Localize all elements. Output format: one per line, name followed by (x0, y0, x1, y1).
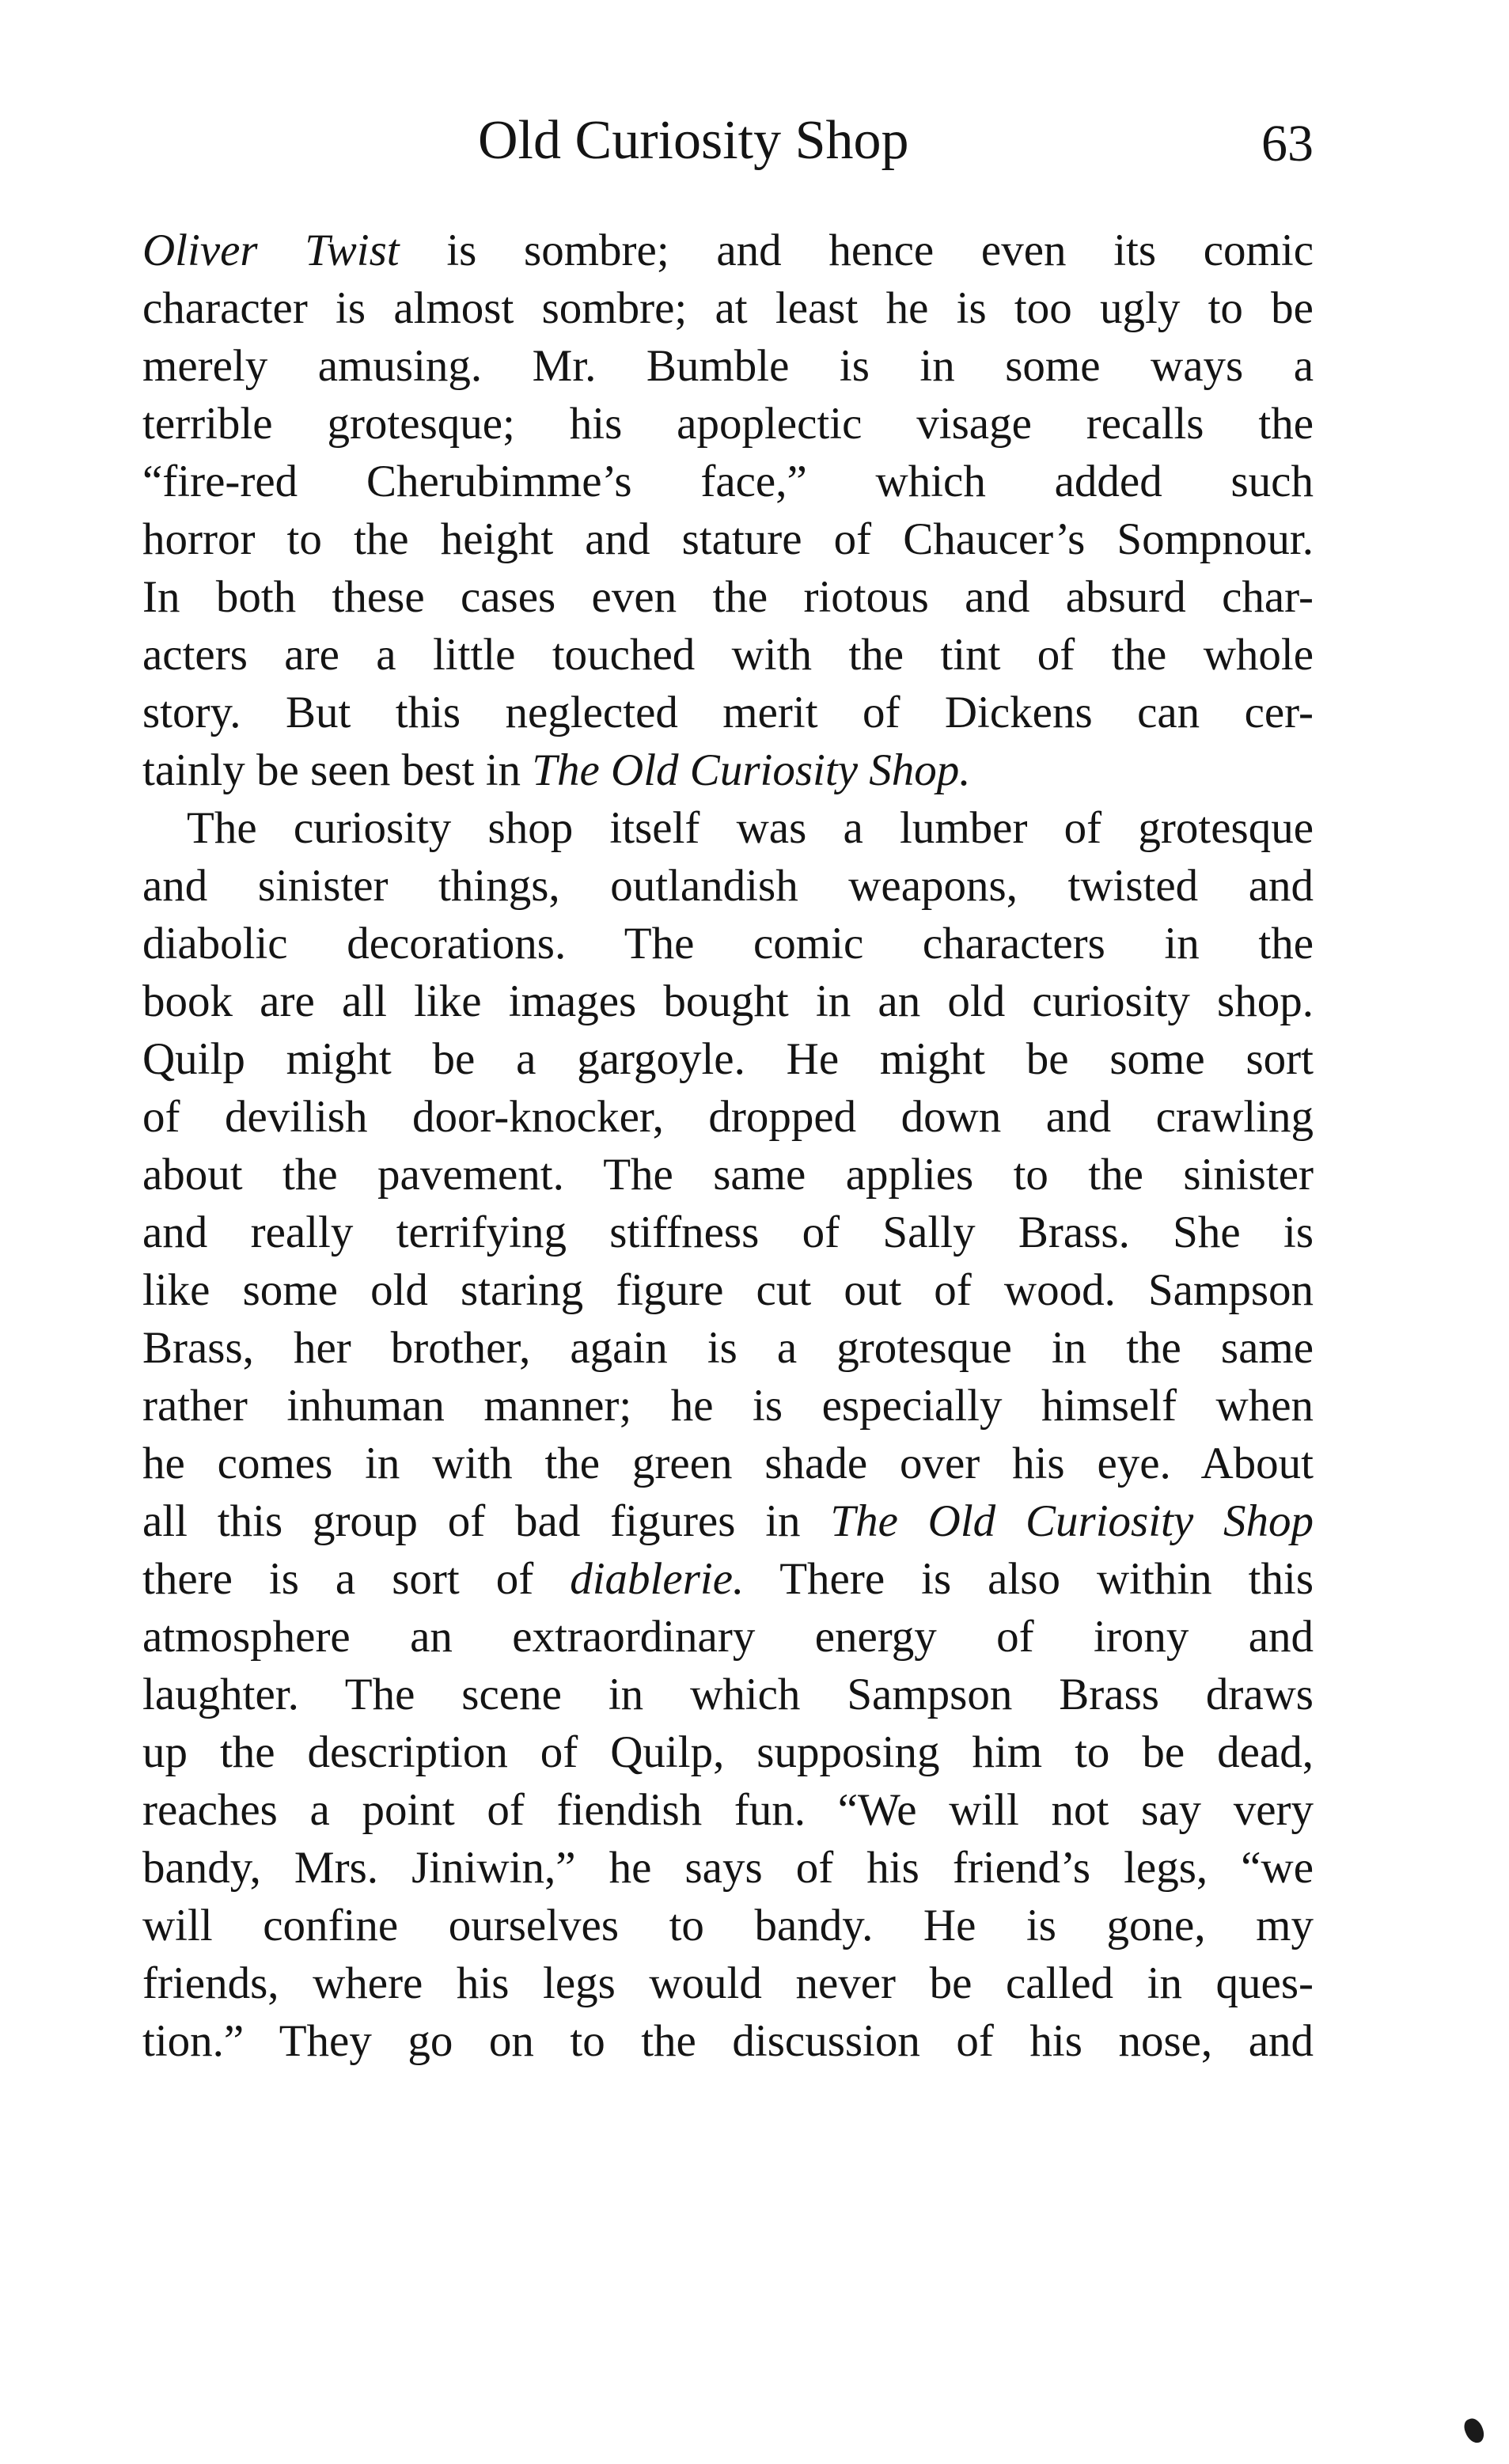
text-line (142, 1377, 1314, 1435)
text-run: character is almost sombre; at least he is too ugly to be (142, 283, 1314, 333)
text-run: The curiosity shop itself was a lumber of grotesque (187, 803, 1314, 853)
text-run: about the pavement. The same applies to the sinister (142, 1150, 1314, 1200)
text-run: There is also within this (744, 1554, 1314, 1604)
text-run: and really terrifying stiffness of Sally Brass. She is (142, 1207, 1314, 1257)
text-run: up the description of Quilp, supposing him to be dead, (142, 1727, 1314, 1777)
text-run: Brass, her brother, again is a grotesque in the same (142, 1323, 1314, 1373)
text-run: laughter. The scene in which Sampson Brass draws (142, 1670, 1314, 1719)
text-line (142, 1550, 1314, 1608)
text-run: like some old staring figure cut out of wood. Sampson (142, 1265, 1314, 1315)
running-title: Old Curiosity Shop (478, 110, 909, 171)
text-line (142, 626, 1314, 684)
text-line (142, 915, 1314, 972)
text-line (142, 2012, 1314, 2070)
text-run: he comes in with the green shade over his eye. About (142, 1439, 1314, 1488)
text-line (142, 1839, 1314, 1897)
ink-speck (1462, 2416, 1487, 2446)
italic-text: diablerie. (570, 1554, 745, 1604)
body-text (142, 222, 1314, 2070)
text-run: friends, where his legs would never be called in ques- (142, 1958, 1314, 2008)
text-line (142, 1492, 1314, 1550)
text-run: merely amusing. Mr. Bumble is in some ways a (142, 341, 1314, 391)
text-line (142, 741, 1314, 799)
text-run: of devilish door-knocker, dropped down and crawling (142, 1092, 1314, 1142)
text-run: tion.” They go on to the discussion of his nose, and (142, 2016, 1314, 2066)
page-number: 63 (1261, 115, 1314, 172)
text-line (142, 1030, 1314, 1088)
italic-text: The Old Curiosity Shop (830, 1496, 1314, 1546)
text-line (142, 1146, 1314, 1204)
text-run: atmosphere an extraordinary energy of irony and (142, 1612, 1314, 1662)
text-line (142, 1088, 1314, 1146)
text-line (142, 1666, 1314, 1723)
text-run: bandy, Mrs. Jiniwin,” he says of his friend’s legs, “we (142, 1843, 1314, 1893)
text-run: “fire-red Cherubimme’s face,” which added such (142, 457, 1314, 506)
text-run: all this group of bad figures in (142, 1496, 831, 1546)
text-line (142, 1954, 1314, 2012)
text-run: terrible grotesque; his apoplectic visage recalls the (142, 399, 1314, 449)
text-line (142, 1781, 1314, 1839)
text-run: story. But this neglected merit of Dickens can cer- (142, 688, 1314, 737)
text-run: acters are a little touched with the tint of the whole (142, 630, 1314, 680)
text-line (142, 972, 1314, 1030)
running-head (142, 101, 1314, 180)
text-run: book are all like images bought in an old curiosity shop. (142, 976, 1314, 1026)
text-line (142, 568, 1314, 626)
text-line (142, 1723, 1314, 1781)
text-run: diabolic decorations. The comic characters in the (142, 919, 1314, 969)
text-line (142, 799, 1314, 857)
text-run: and sinister things, outlandish weapons, twisted and (142, 861, 1314, 911)
text-line (142, 1435, 1314, 1492)
text-line (142, 1608, 1314, 1666)
text-line (142, 453, 1314, 510)
text-run: reaches a point of fiendish fun. “We will not say very (142, 1785, 1314, 1835)
italic-text: The Old Curiosity Shop. (532, 745, 971, 795)
text-run: Quilp might be a gargoyle. He might be some sort (142, 1034, 1314, 1084)
text-run: horror to the height and stature of Chaucer’s Sompnour. (142, 514, 1314, 564)
text-line (142, 1204, 1314, 1261)
italic-text: Oliver Twist (142, 226, 400, 275)
text-line (142, 510, 1314, 568)
text-line (142, 395, 1314, 453)
text-run: there is a sort of (142, 1554, 571, 1604)
text-line (142, 222, 1314, 279)
text-run: rather inhuman manner; he is especially himself when (142, 1381, 1314, 1431)
text-line (142, 684, 1314, 741)
text-line (142, 1319, 1314, 1377)
text-line (142, 1897, 1314, 1954)
text-run: In both these cases even the riotous and absurd char- (142, 572, 1314, 622)
text-run: will confine ourselves to bandy. He is gone, my (142, 1901, 1314, 1950)
text-line (142, 857, 1314, 915)
text-run: is sombre; and hence even its comic (399, 226, 1314, 275)
text-line (142, 337, 1314, 395)
text-line (142, 1261, 1314, 1319)
text-run: tainly be seen best in (142, 745, 533, 795)
text-line (142, 279, 1314, 337)
